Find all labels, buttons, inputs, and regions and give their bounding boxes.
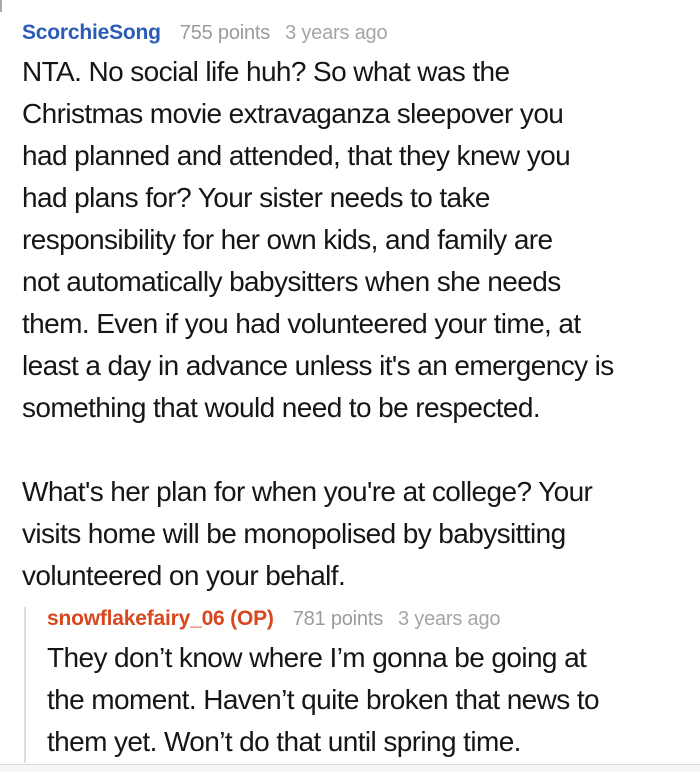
comment-author-link[interactable]: ScorchieSong (22, 21, 161, 44)
comment-timestamp: 3 years ago (285, 22, 388, 44)
comment-line: responsibility for her own kids, and family are (22, 224, 553, 255)
comment-line: something that would need to be respected. (22, 392, 541, 423)
comment-line: had plans for? Your sister needs to take (22, 182, 490, 213)
comment-points: 755 points (179, 22, 271, 44)
comment-paragraph (47, 637, 690, 763)
comment-line: Christmas movie extravaganza sleepover you (22, 98, 564, 129)
comment-paragraph (22, 471, 690, 597)
comment-line: them yet. Won’t do that until spring time. (47, 726, 521, 757)
comment-body (22, 51, 690, 597)
comment-line: What's her plan for when you're at college? Your (22, 476, 593, 507)
comment-paragraph (22, 51, 690, 429)
reply-comment-timestamp: 3 years ago (398, 608, 501, 630)
comment-line: volunteered on your behalf. (22, 560, 346, 591)
comment-line: They don’t know where I’m gonna be going at (47, 642, 587, 673)
reply-comment (24, 607, 690, 763)
comment-line: had planned and attended, that they knew you (22, 140, 571, 171)
comment-line: NTA. No social life huh? So what was the (22, 56, 510, 87)
reply-comment-points: 781 points (292, 608, 383, 630)
comment-line: the moment. Haven’t quite broken that news to (47, 684, 599, 715)
comment-line: visits home will be monopolised by babysitting (22, 518, 566, 549)
collapsed-thread-line (0, 0, 2, 12)
comment-line: not automatically babysitters when she needs (22, 266, 561, 297)
comment-line: them. Even if you had volunteered your time, at (22, 308, 581, 339)
reply-author-link[interactable]: snowflakefairy_06 (OP) (47, 607, 274, 630)
comment-header (22, 21, 690, 45)
reply-comment-body (47, 637, 690, 763)
comment-line: least a day in advance unless it's an emergency is (22, 350, 614, 381)
reply-comment-header (47, 607, 690, 631)
bottom-divider (0, 764, 700, 772)
